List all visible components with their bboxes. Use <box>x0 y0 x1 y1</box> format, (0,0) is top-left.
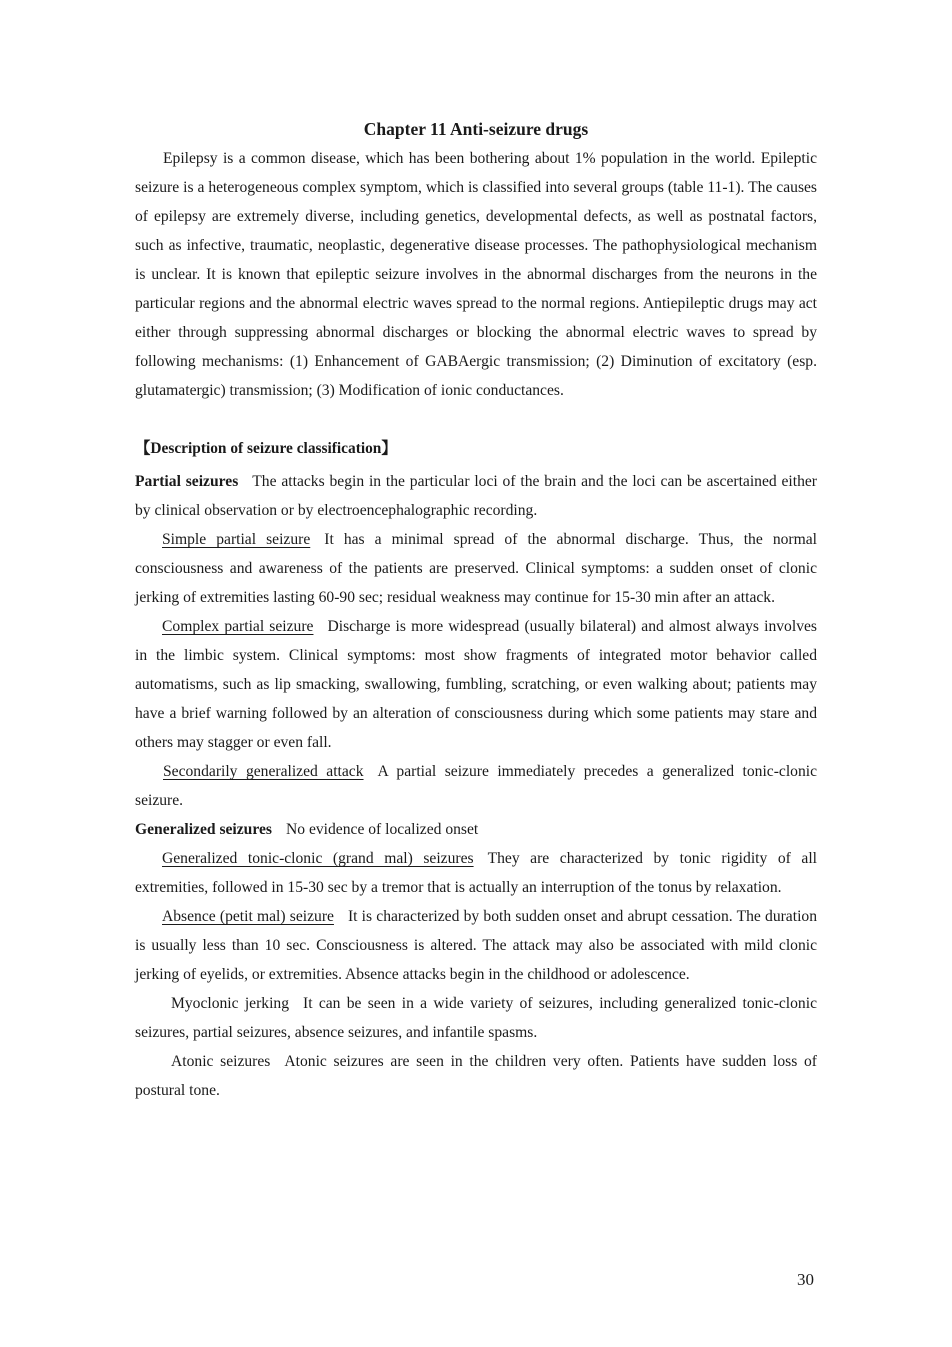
atonic-paragraph <box>135 1047 817 1105</box>
secondarily-generalized-text: A partial seizure immediately precedes a generalized tonic-clonic seizure. <box>135 763 817 809</box>
absence-paragraph <box>135 902 817 989</box>
grand-mal-term: Generalized tonic-clonic (grand mal) seizures <box>162 850 474 867</box>
page-content <box>135 114 817 1105</box>
myoclonic-text: It can be seen in a wide variety of seizures, including generalized tonic-clonic seizures, partial seizures, absence seizures, and infantile spasms. <box>135 995 817 1041</box>
atonic-text: Atonic seizures are seen in the children very often. Patients have sudden loss of postural tone. <box>135 1053 818 1099</box>
grand-mal-text: They are characterized by tonic rigidity of all extremities, followed in 15-30 sec by a tremor that is actually an interruption of the tonus by relaxation. <box>135 850 817 896</box>
complex-partial-text: Discharge is more widespread (usually bilateral) and almost always involves in the limbic system. Clinical symptoms: most show fragments of integrated motor behavior called automatisms, such as lip smacking, swallowing, fumbling, scratching, or even walking about; patients may have a brief warning followed by an alteration of consciousness during which some patients may stare and others may stagger or even fall. <box>135 618 817 751</box>
secondarily-generalized-term: Secondarily generalized attack <box>163 763 364 780</box>
section-heading: 【Description of seizure classification】 <box>135 440 397 457</box>
chapter-title: Chapter 11 Anti-seizure drugs <box>363 119 589 139</box>
complex-partial-paragraph <box>135 612 817 757</box>
absence-text: It is characterized by both sudden onset and abrupt cessation. The duration is usually less than 10 sec. Consciousness is altered. The attack may also be associated with mild clonic jerking of eyelids, or extremities. Absence attacks begin in the childhood or adolescence. <box>135 908 817 983</box>
simple-partial-text: It has a minimal spread of the abnormal discharge. Thus, the normal consciousness and awareness of the patients are preserved. Clinical symptoms: a sudden onset of clonic jerking of extremities lasting 60-90 sec; residual weakness may continue for 15-30 min after an attack. <box>135 531 817 606</box>
absence-term: Absence (petit mal) seizure <box>162 908 334 925</box>
myoclonic-term: Myoclonic jerking <box>171 995 290 1012</box>
partial-seizures-text: The attacks begin in the particular loci of the brain and the loci can be ascertained either by clinical observation or by electroencephalographic recording. <box>135 473 818 519</box>
intro-paragraph: Epilepsy is a common disease, which has been bothering about 1% population in the world. Epileptic seizure is a heterogeneous complex symptom, which is classified into several groups (table 11-1). The causes of epilepsy are extremely diverse, including genetics, developmental defects, as well as postnatal factors, such as infective, traumatic, neoplastic, degenerative disease processes. The pathophysiological mechanism is unclear. It is known that epileptic seizure involves in the abnormal discharges from the neurons in the particular regions and the abnormal electric waves spread to the normal regions. Antiepileptic drugs may act either through suppressing abnormal discharges or blocking the abnormal electric waves to spread by following mechanisms: (1) Enhancement of GABAergic transmission; (2) Diminution of excitatory (esp. glutamatergic) transmission; (3) Modification of ionic conductances. <box>135 150 817 399</box>
complex-partial-term: Complex partial seizure <box>162 618 314 635</box>
simple-partial-term: Simple partial seizure <box>162 531 311 548</box>
myoclonic-paragraph <box>135 989 817 1047</box>
atonic-term: Atonic seizures <box>171 1053 271 1070</box>
page-number: 30 <box>797 1270 814 1289</box>
secondarily-generalized-paragraph <box>135 757 817 815</box>
generalized-seizures-term: Generalized seizures <box>135 821 272 838</box>
generalized-seizures-text: No evidence of localized onset <box>286 821 479 838</box>
partial-seizures-paragraph <box>135 467 817 525</box>
simple-partial-paragraph <box>135 525 817 612</box>
partial-seizures-term: Partial seizures <box>135 473 239 490</box>
grand-mal-paragraph <box>135 844 817 902</box>
generalized-seizures-paragraph <box>135 815 817 844</box>
